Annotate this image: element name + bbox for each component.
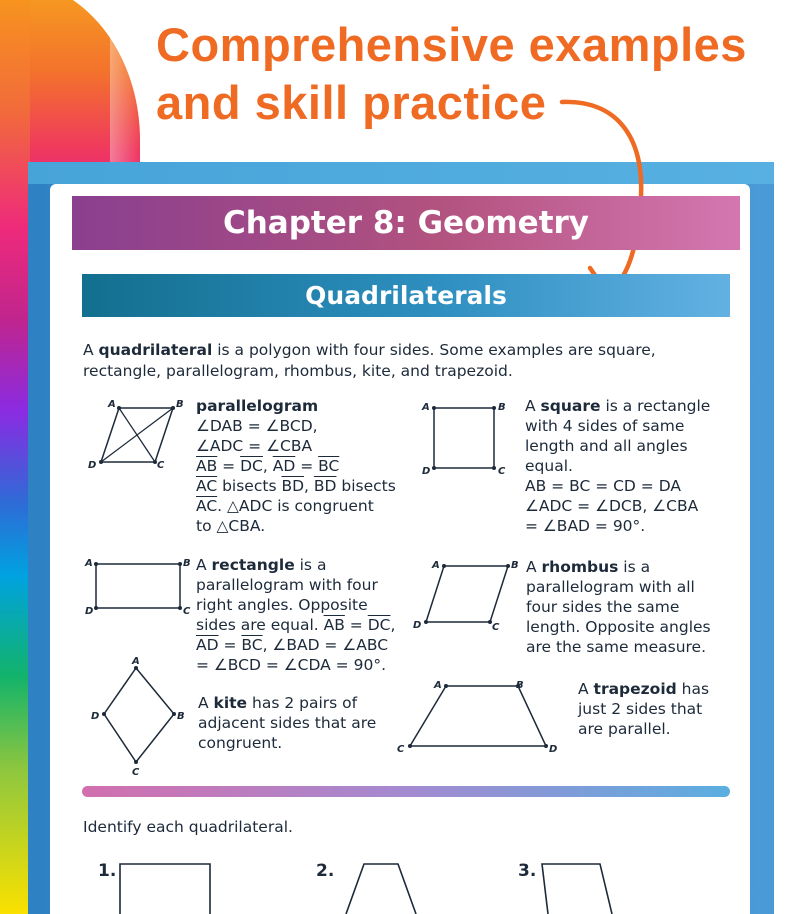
question-3-shape [538,860,620,914]
label-c: C [492,622,500,633]
label-a: A [132,656,140,667]
label-d: D [85,606,94,617]
label-a: A [432,560,440,571]
label-b: B [498,402,506,413]
intro-term: quadrilateral [98,341,213,359]
parallelogram-line-3: $\overline{AB} = \overline{DC}$, $\overline{AD} = \overline{BC}$ [196,457,340,475]
trapezoid-line-2: just 2 sides that [578,700,703,718]
label-a: A [434,680,442,691]
trapezoid-figure [396,676,564,756]
square-line-6: ∠ADC = ∠DCB, ∠CBA [525,497,699,515]
rectangle-line-6: = ∠BCD = ∠CDA = 90°. [196,656,386,674]
trapezoid-line-1: A trapezoid has [578,680,710,698]
label-d: D [422,466,431,477]
rhombus-line-2: parallelogram with all [526,578,695,596]
kite-line-3: congruent. [198,734,283,752]
parallelogram-line-4: $\overline{AC}$ bisects $\overline{BD}$, $\overline{BD}$ bisects [196,477,396,495]
label-a: A [85,558,93,569]
label-d: D [91,711,100,722]
label-d: D [549,744,558,755]
square-figure [418,396,514,480]
question-1-shape [118,860,216,914]
label-c: C [498,466,506,477]
parallelogram-line-1: ∠DAB = ∠BCD, [196,417,318,435]
parallelogram-line-6: to △CBA. [196,517,266,535]
rhombus-line-4: length. Opposite angles [526,618,711,636]
square-line-7: = ∠BAD = 90°. [525,517,646,535]
headline-line-1: Comprehensive examples [156,18,747,71]
rectangle-line-5: $\overline{AD} = \overline{BC}$, ∠BAD = ∠ABC [196,636,389,654]
rectangle-figure [84,554,194,620]
section-divider [82,786,730,797]
rainbow-strip-decoration [0,0,30,914]
label-a: A [422,402,430,413]
label-b: B [176,399,184,410]
rhombus-text [526,557,726,657]
trapezoid-text [578,679,738,739]
label-b: B [177,711,185,722]
parallelogram-figure [86,396,192,472]
rectangle-line-1: A rectangle is a [196,556,327,574]
headline-line-2: and skill practice [156,76,547,129]
parallelogram-line-2: ∠ADC = ∠CBA [196,437,313,455]
kite-line-1: A kite has 2 pairs of [198,694,358,712]
rhombus-line-1: A rhombus is a [526,558,651,576]
section-title: Quadrilaterals [82,274,730,317]
label-d: D [413,620,422,631]
parallelogram-term: parallelogram [196,397,319,415]
question-3-number: 3. [518,861,537,881]
intro-post: is a polygon with four sides. Some examples are square, rectangle, parallelogram, rhombus, kite, and trapezoid. [83,341,656,380]
square-line-2: with 4 sides of same [525,417,685,435]
question-2-number: 2. [316,861,335,881]
label-c: C [397,744,405,755]
label-c: C [157,460,165,471]
question-1-number: 1. [98,861,117,881]
rhombus-line-3: four sides the same [526,598,680,616]
label-b: B [183,558,191,569]
book-frame-top [28,162,774,184]
intro-paragraph [83,340,703,382]
question-2-shape [342,860,424,914]
label-b: B [511,560,519,571]
square-text [525,396,725,536]
square-line-1: A square is a rectangle [525,397,711,415]
label-c: C [183,606,191,617]
trapezoid-line-3: are parallel. [578,720,671,738]
square-line-3: length and all angles [525,437,688,455]
square-line-4: equal. [525,457,573,475]
label-a: A [108,399,116,410]
rectangle-text [196,555,406,675]
intro-pre: A [83,341,99,359]
kite-figure [90,654,190,778]
parallelogram-line-5: $\overline{AC}$. △ADC is congruent [196,497,374,515]
rectangle-line-4: sides are equal. $\overline{AB} = \overline{DC}$, [196,616,396,634]
rhombus-figure [410,556,522,636]
rectangle-line-2: parallelogram with four [196,576,378,594]
practice-instruction: Identify each quadrilateral. [83,818,293,836]
label-b: B [516,680,524,691]
rectangle-line-3: right angles. Opposite [196,596,368,614]
rhombus-line-5: are the same measure. [526,638,707,656]
kite-line-2: adjacent sides that are [198,714,377,732]
parallelogram-text [196,396,406,536]
square-line-5: AB = BC = CD = DA [525,477,681,495]
label-d: D [88,460,97,471]
chapter-title: Chapter 8: Geometry [72,196,740,250]
label-c: C [132,767,140,778]
kite-text [198,693,398,753]
